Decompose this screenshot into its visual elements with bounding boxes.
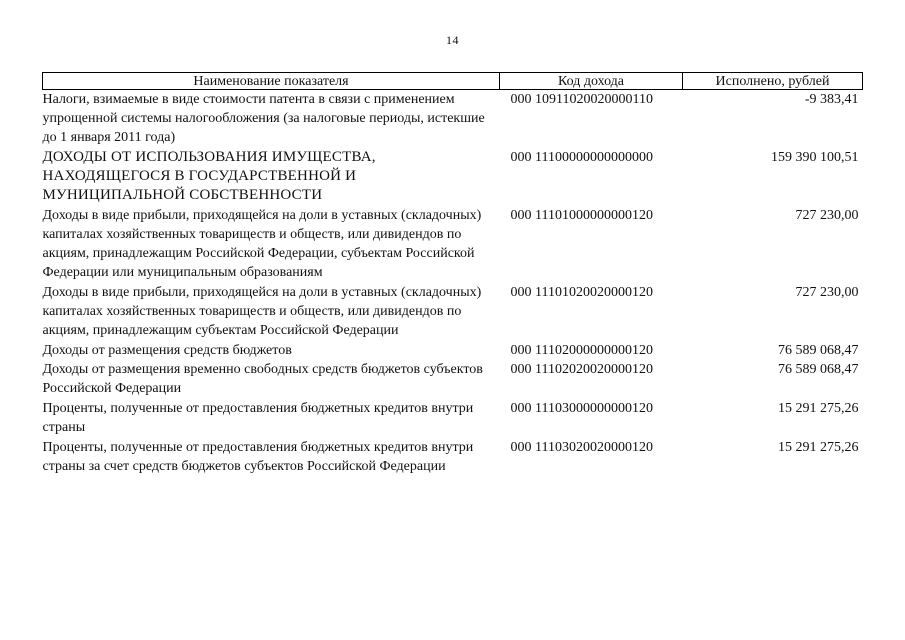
- table-row: [43, 438, 863, 476]
- table-row: [43, 341, 863, 360]
- row-indicator-name: Доходы от размещения временно свободных средств бюджетов субъектов Российской Федерации: [42, 362, 483, 396]
- row-revenue-code: 000 11102020020000120: [510, 362, 653, 377]
- row-indicator-name: Налоги, взимаемые в виде стоимости патента в связи с применением упрощенной системы налогообложения (за налоговые периоды, истекшие до 1 января 2011 года): [42, 92, 485, 145]
- header-indicator-name: Наименование показателя: [43, 73, 500, 90]
- revenue-table: [42, 72, 863, 476]
- table-row: [43, 148, 863, 206]
- row-revenue-code: 000 11101020020000120: [510, 285, 653, 300]
- row-executed-amount: 76 589 068,47: [778, 362, 859, 377]
- row-executed-amount: -9 383,41: [804, 92, 859, 107]
- row-indicator-name: Доходы в виде прибыли, приходящейся на доли в уставных (складочных) капиталах хозяйственных товариществ и обществ, или дивидендов по акциям, принадлежащим Российской Федерации, субъектам Российской Федерации или муниципальным образованиям: [42, 208, 482, 280]
- row-executed-amount: 727 230,00: [795, 285, 859, 300]
- table-header-row: [43, 73, 863, 90]
- row-executed-amount: 15 291 275,26: [778, 440, 859, 455]
- table-row: [43, 283, 863, 341]
- row-revenue-code: 000 11101000000000120: [510, 208, 653, 223]
- page-number: 14: [446, 33, 459, 47]
- row-executed-amount: 76 589 068,47: [778, 343, 859, 358]
- row-indicator-name: Проценты, полученные от предоставления бюджетных кредитов внутри страны: [42, 401, 474, 435]
- header-revenue-code: Код дохода: [500, 73, 683, 90]
- row-indicator-name: Проценты, полученные от предоставления бюджетных кредитов внутри страны за счет средств бюджетов субъектов Российской Федерации: [42, 440, 474, 474]
- table-row: [43, 399, 863, 438]
- row-executed-amount: 727 230,00: [795, 208, 859, 223]
- row-revenue-code: 000 11102000000000120: [510, 343, 653, 358]
- row-executed-amount: 159 390 100,51: [771, 150, 859, 165]
- row-indicator-name: Доходы в виде прибыли, приходящейся на доли в уставных (складочных) капиталах хозяйственных товариществ и обществ, или дивидендов по акциям, принадлежащим субъектам Российской Федерации: [42, 285, 482, 338]
- row-indicator-name: Доходы от размещения средств бюджетов: [42, 343, 292, 358]
- table-row: [43, 360, 863, 399]
- row-executed-amount: 15 291 275,26: [778, 401, 859, 416]
- header-executed-amount: Исполнено, рублей: [683, 73, 863, 90]
- table-row: [43, 206, 863, 283]
- row-indicator-name: ДОХОДЫ ОТ ИСПОЛЬЗОВАНИЯ ИМУЩЕСТВА, НАХОДЯЩЕГОСЯ В ГОСУДАРСТВЕННОЙ И МУНИЦИПАЛЬНОЙ СОБСТВЕННОСТИ: [42, 149, 376, 203]
- row-revenue-code: 000 11103020020000120: [510, 440, 653, 455]
- table-row: [43, 90, 863, 149]
- row-revenue-code: 000 11103000000000120: [510, 401, 653, 416]
- row-revenue-code: 000 11100000000000000: [510, 150, 653, 165]
- row-revenue-code: 000 10911020020000110: [510, 92, 653, 107]
